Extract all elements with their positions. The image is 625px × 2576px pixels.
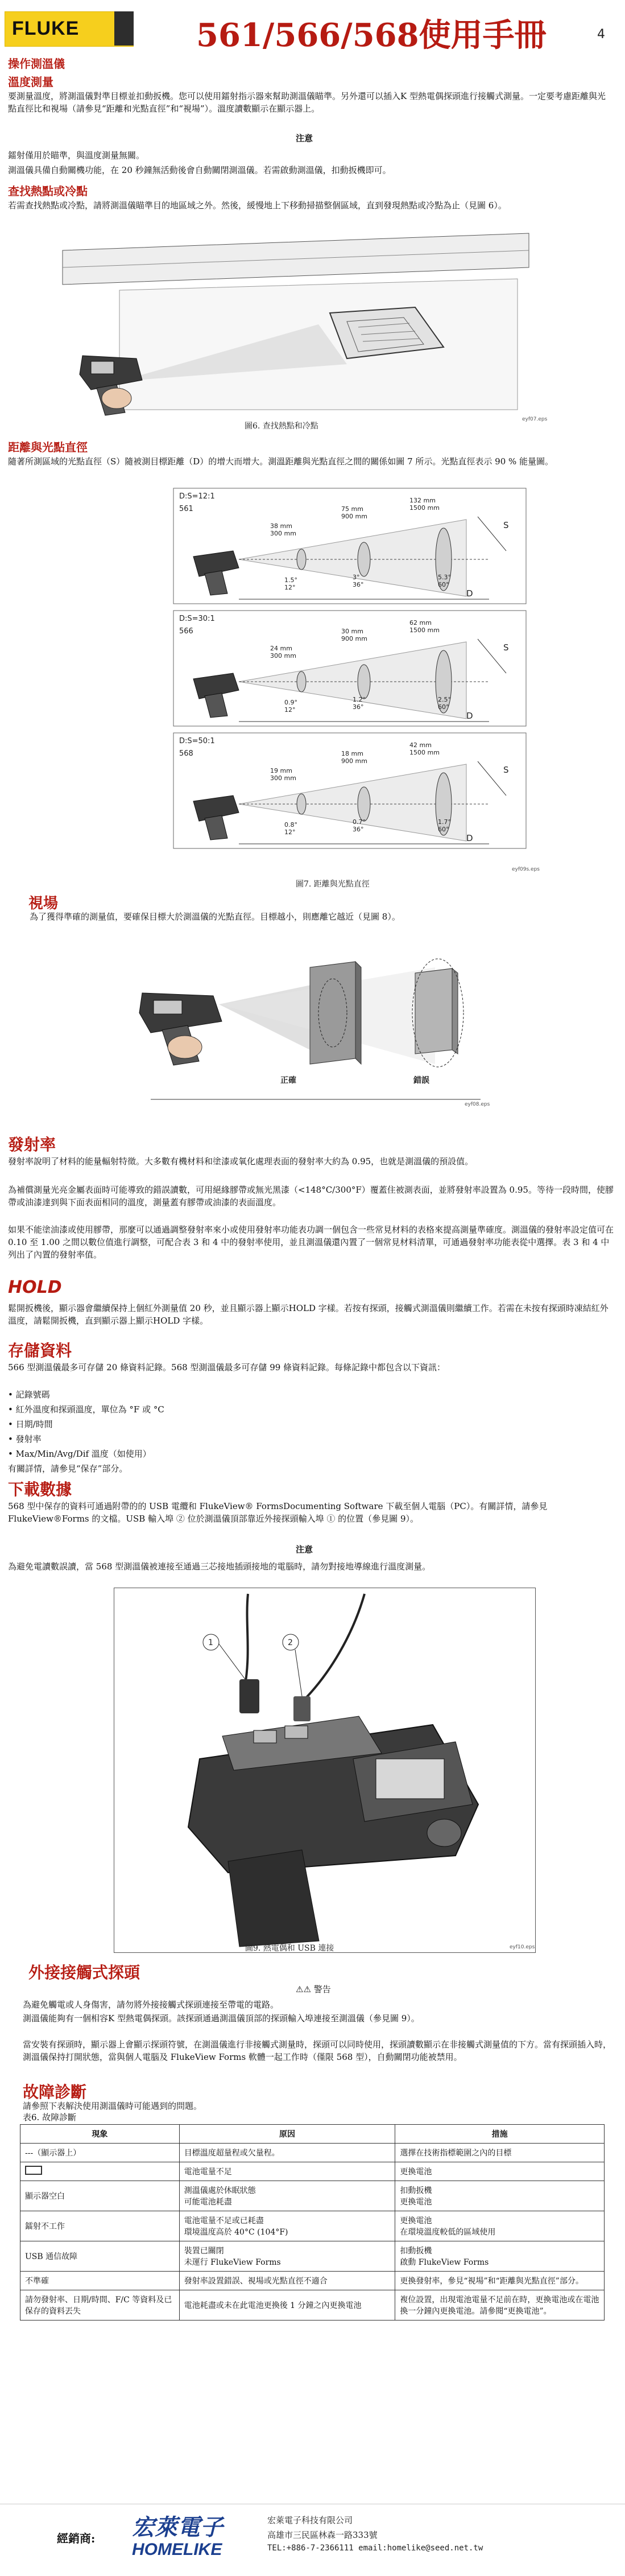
table-cell: 顯示器空白 (20, 2181, 180, 2211)
emissivity-para3: 如果不能塗油漆或使用膠帶，那麼可以通過調整發射率來小或使用發射率功能表功調一個包含一些常見材料的表格來提高測量準確度。測溫儀的發射率設定值可在 0.10 至 1.00 之間以數位值進行調整，可配合表 3 和 4 中的發射率使用，並且測溫儀還內置了一個常見材料清單，可通過發射率功能表從中選擇。表 3 和 4 中列出了內置的發射率值。 (8, 1225, 614, 1260)
fig7-ratio-label: D:S=12:1 (179, 492, 215, 501)
column-header: 原因 (179, 2125, 395, 2144)
fig7-spot-label: 132 mm (409, 497, 436, 504)
figure-9 (114, 1588, 536, 1953)
table-cell: 扣動扳機 更換電池 (395, 2181, 605, 2211)
fig7-model-label: 568 (179, 749, 193, 758)
fig7-spot (297, 794, 306, 814)
fig7-spot-label: 30 mm (341, 628, 363, 635)
footer-dealer-label: 經銷商: (57, 2532, 96, 2545)
fig7-dist-label: 12° (284, 706, 296, 714)
probe-warning-text: 為避免觸電或人身傷害，請勿將外接接觸式探頭連接至帶電的電路。 (23, 2000, 279, 2010)
fig7-s-label: S (503, 765, 509, 775)
storage-list (8, 1388, 614, 1475)
figure-6 (51, 228, 548, 431)
figure-8 (128, 928, 490, 1115)
battery-icon (25, 2166, 42, 2175)
fig7-dist-label: 3° (353, 574, 360, 581)
subheading-distance: 距離與光點直徑 (8, 440, 88, 454)
table-caption: 表6. 故障診斷 (23, 2112, 77, 2122)
fov-illustration (128, 928, 486, 1115)
fig7-s-label: S (503, 642, 509, 653)
trouble-intro: 請參照下表解決使用測溫儀時可能遇到的問題。 (23, 2101, 202, 2111)
fig6-code: eyf07.eps (522, 417, 548, 422)
table-cell: 更換發射率，參見“視場”和“距離與光點直徑”部分。 (395, 2272, 605, 2290)
fig7-ratio-label: D:S=50:1 (179, 737, 215, 745)
distance-spot-diagrams (171, 485, 535, 872)
fig9-code: eyf10.eps (510, 1944, 535, 1950)
fig8-code: eyf08.eps (465, 1102, 490, 1107)
table-cell: 更換電池 (395, 2162, 605, 2181)
subheading-probe: 外接接觸式探頭 (28, 1963, 140, 1982)
fig7-dist-label: 5.3° (438, 574, 451, 581)
subheading-download: 下載數據 (8, 1480, 72, 1499)
fig9-caption: 圖9. 熱電偶和 USB 連接 (245, 1944, 334, 1953)
fig7-d-label: D (466, 588, 473, 599)
fluke-logo: FLUKE (5, 11, 134, 47)
storage-tail: 有關詳情，請參見“保存”部分。 (8, 1464, 128, 1474)
fov-paragraph: 為了獲得準確的測量值，要確保目標大於測溫儀的光點直徑。目標越小，則應離它越近（見圖 8）。 (30, 912, 400, 922)
fig7-dist-label: 60° (438, 581, 449, 588)
column-header: 措施 (395, 2125, 605, 2144)
fig7-d-label: D (466, 711, 473, 721)
fig7-dist-label: 12° (284, 829, 296, 836)
fig7-spot-label: 38 mm (270, 522, 292, 530)
table-cell: ---（顯示器上） (20, 2144, 180, 2162)
fig7-dist-label: 36° (353, 581, 364, 588)
table-row (20, 2211, 605, 2241)
fig7-spot-label: 24 mm (270, 645, 292, 652)
auto-off-paragraph: 測溫儀具備自動關機功能，在 20 秒鐘無活動後會自動關閉測溫儀。若需啟動測溫儀，扣動扳機即可。 (8, 165, 391, 175)
warning-header: ⚠⚠ 警告 (296, 1984, 331, 1994)
fig7-dist-label: 36° (353, 703, 364, 711)
page-title: 561/566/568使用手冊 (196, 17, 547, 54)
table-cell: 鐳射不工作 (20, 2211, 180, 2241)
storage-paragraph: 566 型測溫儀最多可存儲 20 條資料記錄。568 型測溫儀最多可存儲 99 條資料記錄。每條記錄中都包含以下資訊： (8, 1362, 446, 1373)
fig7-dist-label: 2.5° (438, 696, 451, 703)
storage-item: • 紅外溫度和探頭溫度，單位為 °F 或 °C (8, 1404, 164, 1415)
fig7-dist-label: 0.7° (353, 818, 366, 826)
fig7-spot-label: 300 mm (270, 530, 296, 537)
table-row (20, 2162, 605, 2181)
table-cell: 電池耗盡或未在此電池更換後 1 分鐘之內更換電池 (179, 2290, 395, 2321)
note-text: 鐳射僅用於瞄準，與溫度測量無關。 (8, 150, 145, 160)
subheading-storage: 存儲資料 (8, 1341, 72, 1360)
hold-paragraph: 鬆開扳機後，顯示器會繼續保持上個紅外測量值 20 秒，並且顯示器上顯示HOLD 字樣。若按有探頭，接觸式測溫儀則繼續工作。若需在未按有探頭時凍結紅外溫度，請鬆開扳機，直到顯示器上顯示HOLD 字樣。 (8, 1303, 609, 1326)
fig7-spot-label: 42 mm (409, 741, 432, 749)
table-cell: 目標溫度超量程或欠量程。 (179, 2144, 395, 2162)
fig7-spot-label: 62 mm (409, 619, 432, 627)
table-row (20, 2241, 605, 2272)
callout-port-2: 2 (288, 1638, 293, 1647)
table-row (20, 2181, 605, 2211)
find-paragraph: 若需查找熱點或冷點，請將測溫儀瞄準目的地區域之外。然後，緩慢地上下移動掃描整個區域，直到發現熱點或冷點為止（見圖 6）。 (8, 200, 507, 211)
fig7-spot (358, 787, 370, 821)
table-cell: 更換電池 在環境溫度較低的區域使用 (395, 2211, 605, 2241)
fig7-spot-label: 900 mm (341, 513, 367, 520)
fig7-dist-label: 1.5° (284, 576, 297, 584)
fig7-spot-label: 1500 mm (409, 504, 440, 512)
table-cell: 請勿發射率、日期/時間、F/C 等資料及已保存的資料丟失 (20, 2290, 180, 2321)
subheading-temp: 溫度測量 (8, 75, 53, 89)
fig7-ratio-label: D:S=30:1 (179, 615, 215, 623)
figure-7 (171, 485, 540, 889)
table-cell: 不準確 (20, 2272, 180, 2290)
fig7-spot-label: 900 mm (341, 635, 367, 642)
fov-wrong-label: 錯誤 (413, 1076, 429, 1085)
fig6-caption: 圖6. 查找熱點和冷點 (245, 422, 318, 431)
table-cell: 電池電量不足 (179, 2162, 395, 2181)
table-cell: 複位設置，出現電池電量不足前在時，更換電池或在電池換一分鐘內更換電池。請參閱“更換電池”。 (395, 2290, 605, 2321)
fig7-spot-label: 19 mm (270, 767, 292, 774)
table-row (20, 2272, 605, 2290)
fig7-model-label: 566 (179, 627, 193, 636)
footer-contact: TEL:+886-7-2366111 email:homelike@seed.net.tw (267, 2544, 483, 2553)
emissivity-para2: 為補償測量光亮金屬表面時可能導致的錯誤讀數，可用絕緣膠帶或無光黑漆（<148°C/300°F）覆蓋住被測表面，並將發射率設置為 0.95。等待一段時間，使膠帶或油漆達到與下面表面相同的溫度，測量蓋有膠帶或油漆的表面溫度。 (8, 1185, 614, 1207)
table-cell: 裝置已關閉 未運行 FlukeView Forms (179, 2241, 395, 2272)
table-row (20, 2290, 605, 2321)
fig7-spot-label: 1500 mm (409, 749, 440, 756)
subheading-trouble: 故障診斷 (23, 2083, 87, 2101)
table-cell: USB 通信故障 (20, 2241, 180, 2272)
fig7-code: eyf09s.eps (512, 867, 540, 872)
table-cell: 扣動扳機 啟動 FlukeView Forms (395, 2241, 605, 2272)
table-header-row (20, 2125, 605, 2144)
subheading-emissivity: 發射率 (8, 1135, 56, 1154)
storage-item: • 日期/時間 (8, 1419, 53, 1429)
table-row (20, 2144, 605, 2162)
fig7-spot (358, 665, 370, 699)
column-header: 現象 (20, 2125, 180, 2144)
troubleshooting-table (20, 2124, 605, 2321)
fig7-spot (358, 542, 370, 576)
probe-para2: 測溫儀能夠有一個相容K 型熱電偶探頭。該探頭通過測溫儀頂部的探頭輸入埠連接至測溫儀（參見圖 9）。 (23, 2013, 420, 2023)
fig7-dist-label: 36° (353, 826, 364, 833)
page-number: 4 (597, 27, 605, 42)
probe-para3: 當安裝有探頭時，顯示器上會顯示探頭符號，在測溫儀進行非接觸式測量時，探頭可以同時使用，探頭讀數顯示在非接觸式測量值的下方。當有探頭插入時，測溫儀保持打開狀態，當與個人電腦及 FlukeView Forms 軟體一起工作時（僅限 568 型），自動關閉功能被禁用。 (23, 2039, 612, 2062)
fig7-spot-label: 900 mm (341, 757, 367, 765)
fig7-dist-label: 0.8° (284, 821, 297, 829)
subheading-find: 查找熱點或冷點 (8, 184, 88, 198)
subheading-fov: 視場 (28, 895, 59, 912)
section-heading-operation: 操作測溫儀 (8, 57, 65, 71)
fig7-s-label: S (503, 520, 509, 530)
fig7-model-label: 561 (179, 505, 193, 513)
fig7-spot-label: 300 mm (270, 774, 296, 782)
thermocouple-usb-illustration (114, 1588, 535, 1952)
fig7-dist-label: 60° (438, 826, 449, 833)
fig7-caption: 圖7. 距離與光點直徑 (296, 880, 370, 889)
fig7-spot (297, 549, 306, 570)
fig7-dist-label: 1.7° (438, 818, 451, 826)
fov-correct-label: 正確 (280, 1076, 296, 1085)
fig7-spot-label: 18 mm (341, 750, 363, 757)
fig7-spot-label: 1500 mm (409, 627, 440, 634)
ceiling-vent-illustration (51, 228, 540, 421)
footer-company: 宏萊電子科技有限公司 (267, 2515, 353, 2525)
storage-item: • 記錄號碼 (8, 1390, 50, 1400)
footer-address: 高雄市三民區林森一路333號 (267, 2530, 378, 2540)
fig7-d-label: D (466, 833, 473, 843)
fig7-spot (297, 671, 306, 692)
storage-item: • 發射率 (8, 1434, 42, 1444)
table-cell: 測溫儀處於休眠狀態 可能電池耗盡 (179, 2181, 395, 2211)
page-header (0, 0, 625, 54)
distance-paragraph: 隨著所測區域的光點直徑（S）隨被測目標距離（D）的增大而增大。測溫距離與光點直徑之間的關係如圖 7 所示。光點直徑表示 90 % 能量圖。 (8, 456, 554, 467)
storage-item: • Max/Min/Avg/Dif 溫度（如使用） (8, 1449, 151, 1459)
download-note-label: 注意 (296, 1544, 313, 1555)
fig7-spot-label: 300 mm (270, 652, 296, 660)
callout-port-1: 1 (208, 1638, 213, 1647)
table-cell: 電池電量不足或已耗盡 環境溫度高於 40°C (104°F) (179, 2211, 395, 2241)
emissivity-para1: 發射率說明了材料的能量輻射特徵。大多數有機材料和塗漆或氧化處理表面的發射率大約為 0.95，也就是測溫儀的預設值。 (8, 1156, 474, 1167)
fig7-dist-label: 12° (284, 584, 296, 591)
table-cell (20, 2162, 180, 2181)
fig7-dist-label: 60° (438, 703, 449, 711)
table-cell: 發射率設置錯誤、視場或光點直徑不適合 (179, 2272, 395, 2290)
fig7-dist-label: 0.9° (284, 699, 297, 706)
download-note-text: 為避免電讀數誤讀，當 568 型測溫儀被連接至通過三芯接地插頭接地的電腦時，請勿對接地導線進行溫度測量。 (8, 1561, 431, 1572)
download-paragraph: 568 型中保存的資料可通過附帶的的 USB 電纜和 FlukeView® FormsDocumenting Software 下載至個人電腦（PC）。有關詳情，請參見 FlukeView®Forms 的文檔。USB 輸入埠 ② 位於測溫儀頂部靠近外接探頭輸入埠 ① 的位置（參見圖 9）。 (8, 1501, 548, 1524)
subheading-hold: HOLD (8, 1277, 62, 1297)
table-cell: 選擇在技術指標範圍之內的目標 (395, 2144, 605, 2162)
homelike-logo: 宏萊電子 HOMELIKE (132, 2515, 223, 2559)
fig7-spot-label: 75 mm (341, 505, 363, 513)
fig7-dist-label: 1.2° (353, 696, 366, 703)
warning-triangle-icon: ⚠⚠ (296, 1984, 311, 1994)
note-label: 注意 (296, 133, 313, 143)
temp-paragraph: 要測量溫度，將測溫儀對準目標並扣動扳機。您可以使用鐳射指示器來幫助測溫儀瞄準。另外還可以插入K 型熱電偶探頭進行接觸式測量。一定要考慮距離與光點直徑比和視場（請參見“距離和光點直徑”和“視場”）。溫度讀數顯示在顯示器上。 (8, 91, 606, 114)
